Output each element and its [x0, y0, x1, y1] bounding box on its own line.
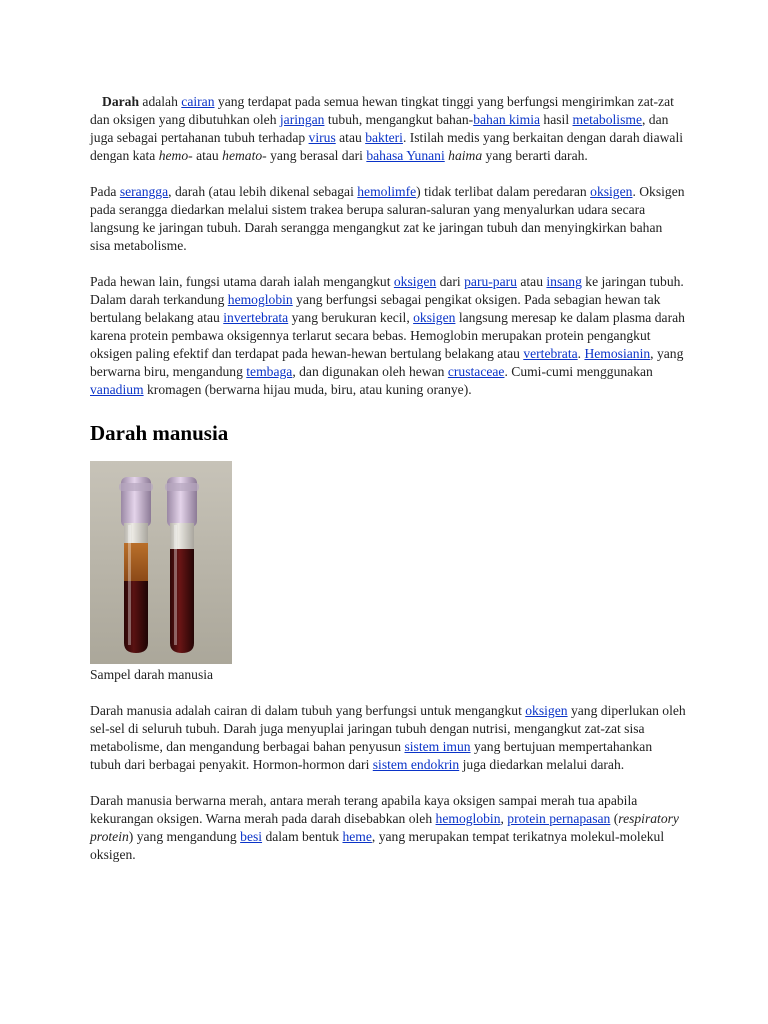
- link-oksigen[interactable]: oksigen: [590, 184, 633, 199]
- section-heading: Darah manusia: [90, 421, 229, 445]
- link-bakteri[interactable]: bakteri: [365, 130, 403, 145]
- link-crustaceae[interactable]: crustaceae: [447, 364, 505, 379]
- link-tembaga[interactable]: tembaga: [246, 364, 293, 379]
- link-jaringan[interactable]: jaringan: [279, 112, 325, 127]
- link-hemoglobin[interactable]: hemoglobin: [435, 811, 501, 826]
- photo-background: [90, 461, 232, 664]
- figure-caption: Sampel darah manusia: [90, 667, 214, 682]
- link-protein-pernapasan[interactable]: protein pernapasan: [507, 811, 611, 826]
- tube-separated: [119, 477, 153, 653]
- link-insang[interactable]: insang: [546, 274, 582, 289]
- link-oksigen[interactable]: oksigen: [525, 703, 568, 718]
- link-heme[interactable]: heme: [342, 829, 372, 844]
- link-bahasa-yunani[interactable]: bahasa Yunani: [366, 148, 445, 163]
- blood-tubes-illustration: [90, 461, 232, 664]
- link-vanadium[interactable]: vanadium: [90, 382, 144, 397]
- link-paru-paru[interactable]: paru-paru: [464, 274, 517, 289]
- blood-color-paragraph: Darah manusia berwarna merah, antara merah terang apabila kaya oksigen sampai merah tua apabila kekurangan oksigen. Warna merah pada darah disebabkan oleh hemoglobin, protein pernapasan (respiratory protein) yang mengandung besi dalam bentuk heme, yang merupakan tempat terikatnya molekul-molekul oksigen.: [90, 793, 679, 862]
- link-vertebrata[interactable]: vertebrata: [523, 346, 578, 361]
- intro-paragraph: Darah adalah cairan yang terdapat pada semua hewan tingkat tinggi yang berfungsi mengirimkan zat-zat dan oksigen yang dibutuhkan oleh jaringan tubuh, mengangkut bahan-bahan kimia hasil metabolisme, dan juga sebagai pertahanan tubuh terhadap virus atau bakteri. Istilah medis yang berkaitan dengan darah diawali dengan kata hemo- atau hemato- yang berasal dari bahasa Yunani haima yang berarti darah.: [90, 94, 684, 163]
- heading-gap: [90, 399, 686, 421]
- link-hemolimfe[interactable]: hemolimfe: [357, 184, 417, 199]
- other-animals-paragraph: Pada hewan lain, fungsi utama darah ialah mengangkut oksigen dari paru-paru atau insang ke jaringan tubuh. Dalam darah terkandung hemoglobin yang berfungsi sebagai pengikat oksigen. Pada sebagian hewan tak bertulang belakang atau invertebrata yang berukuran kecil, oksigen langsung meresap ke dalam plasma darah karena protein pembawa oksigennya terlarut secara bebas. Hemoglobin merupakan protein pengangkut oksigen paling efektif dan terdapat pada hewan-hewan bertulang belakang atau vertebrata. Hemosianin, yang berwarna biru, mengandung tembaga, dan digunakan oleh hewan crustaceae. Cumi-cumi menggunakan vanadium kromagen (berwarna hijau muda, biru, atau kuning oranye).: [90, 274, 685, 397]
- link-oksigen[interactable]: oksigen: [413, 310, 456, 325]
- link-serangga[interactable]: serangga: [119, 184, 169, 199]
- link-invertebrata[interactable]: invertebrata: [223, 310, 289, 325]
- link-bahan-kimia[interactable]: bahan kimia: [473, 112, 541, 127]
- link-oksigen[interactable]: oksigen: [393, 274, 437, 289]
- human-blood-paragraph: Darah manusia adalah cairan di dalam tubuh yang berfungsi untuk mengangkut oksigen yang diperlukan oleh sel-sel di seluruh tubuh. Darah juga menyuplai jaringan tubuh dengan nutrisi, mengangkut zat-zat sisa metabolisme, dan mengandung berbagai bahan penyusun sistem imun yang bertujuan mempertahankan tubuh dari berbagai penyakit. Hormon-hormon dari sistem endokrin juga diedarkan melalui darah.: [90, 703, 686, 772]
- link-metabolisme[interactable]: metabolisme: [572, 112, 642, 127]
- link-hemosianin[interactable]: Hemosianin: [584, 346, 651, 361]
- blood-sample-photo: [90, 461, 232, 664]
- figure-gap: [90, 445, 686, 461]
- article: [90, 93, 686, 864]
- link-cairan[interactable]: cairan: [181, 94, 215, 109]
- paragraph-gap: [90, 255, 686, 273]
- link-sistem-imun[interactable]: sistem imun: [404, 739, 471, 754]
- link-sistem-endokrin[interactable]: sistem endokrin: [372, 757, 460, 772]
- paragraph-gap: [90, 774, 686, 792]
- link-hemoglobin[interactable]: hemoglobin: [227, 292, 293, 307]
- link-besi[interactable]: besi: [240, 829, 263, 844]
- insect-paragraph: Pada serangga, darah (atau lebih dikenal sebagai hemolimfe) tidak terlibat dalam peredaran oksigen. Oksigen pada serangga diedarkan melalui sistem trakea berupa saluran-saluran yang menyalurkan udara secara langsung ke jaringan tubuh. Darah serangga mengangkut zat ke jaringan tubuh dan menyingkirkan bahan sisa metabolisme.: [90, 184, 685, 253]
- tube-whole-blood: [165, 477, 199, 653]
- term-darah: Darah: [102, 94, 140, 109]
- paragraph-gap: [90, 684, 686, 702]
- link-virus[interactable]: virus: [308, 130, 336, 145]
- paragraph-gap: [90, 165, 686, 183]
